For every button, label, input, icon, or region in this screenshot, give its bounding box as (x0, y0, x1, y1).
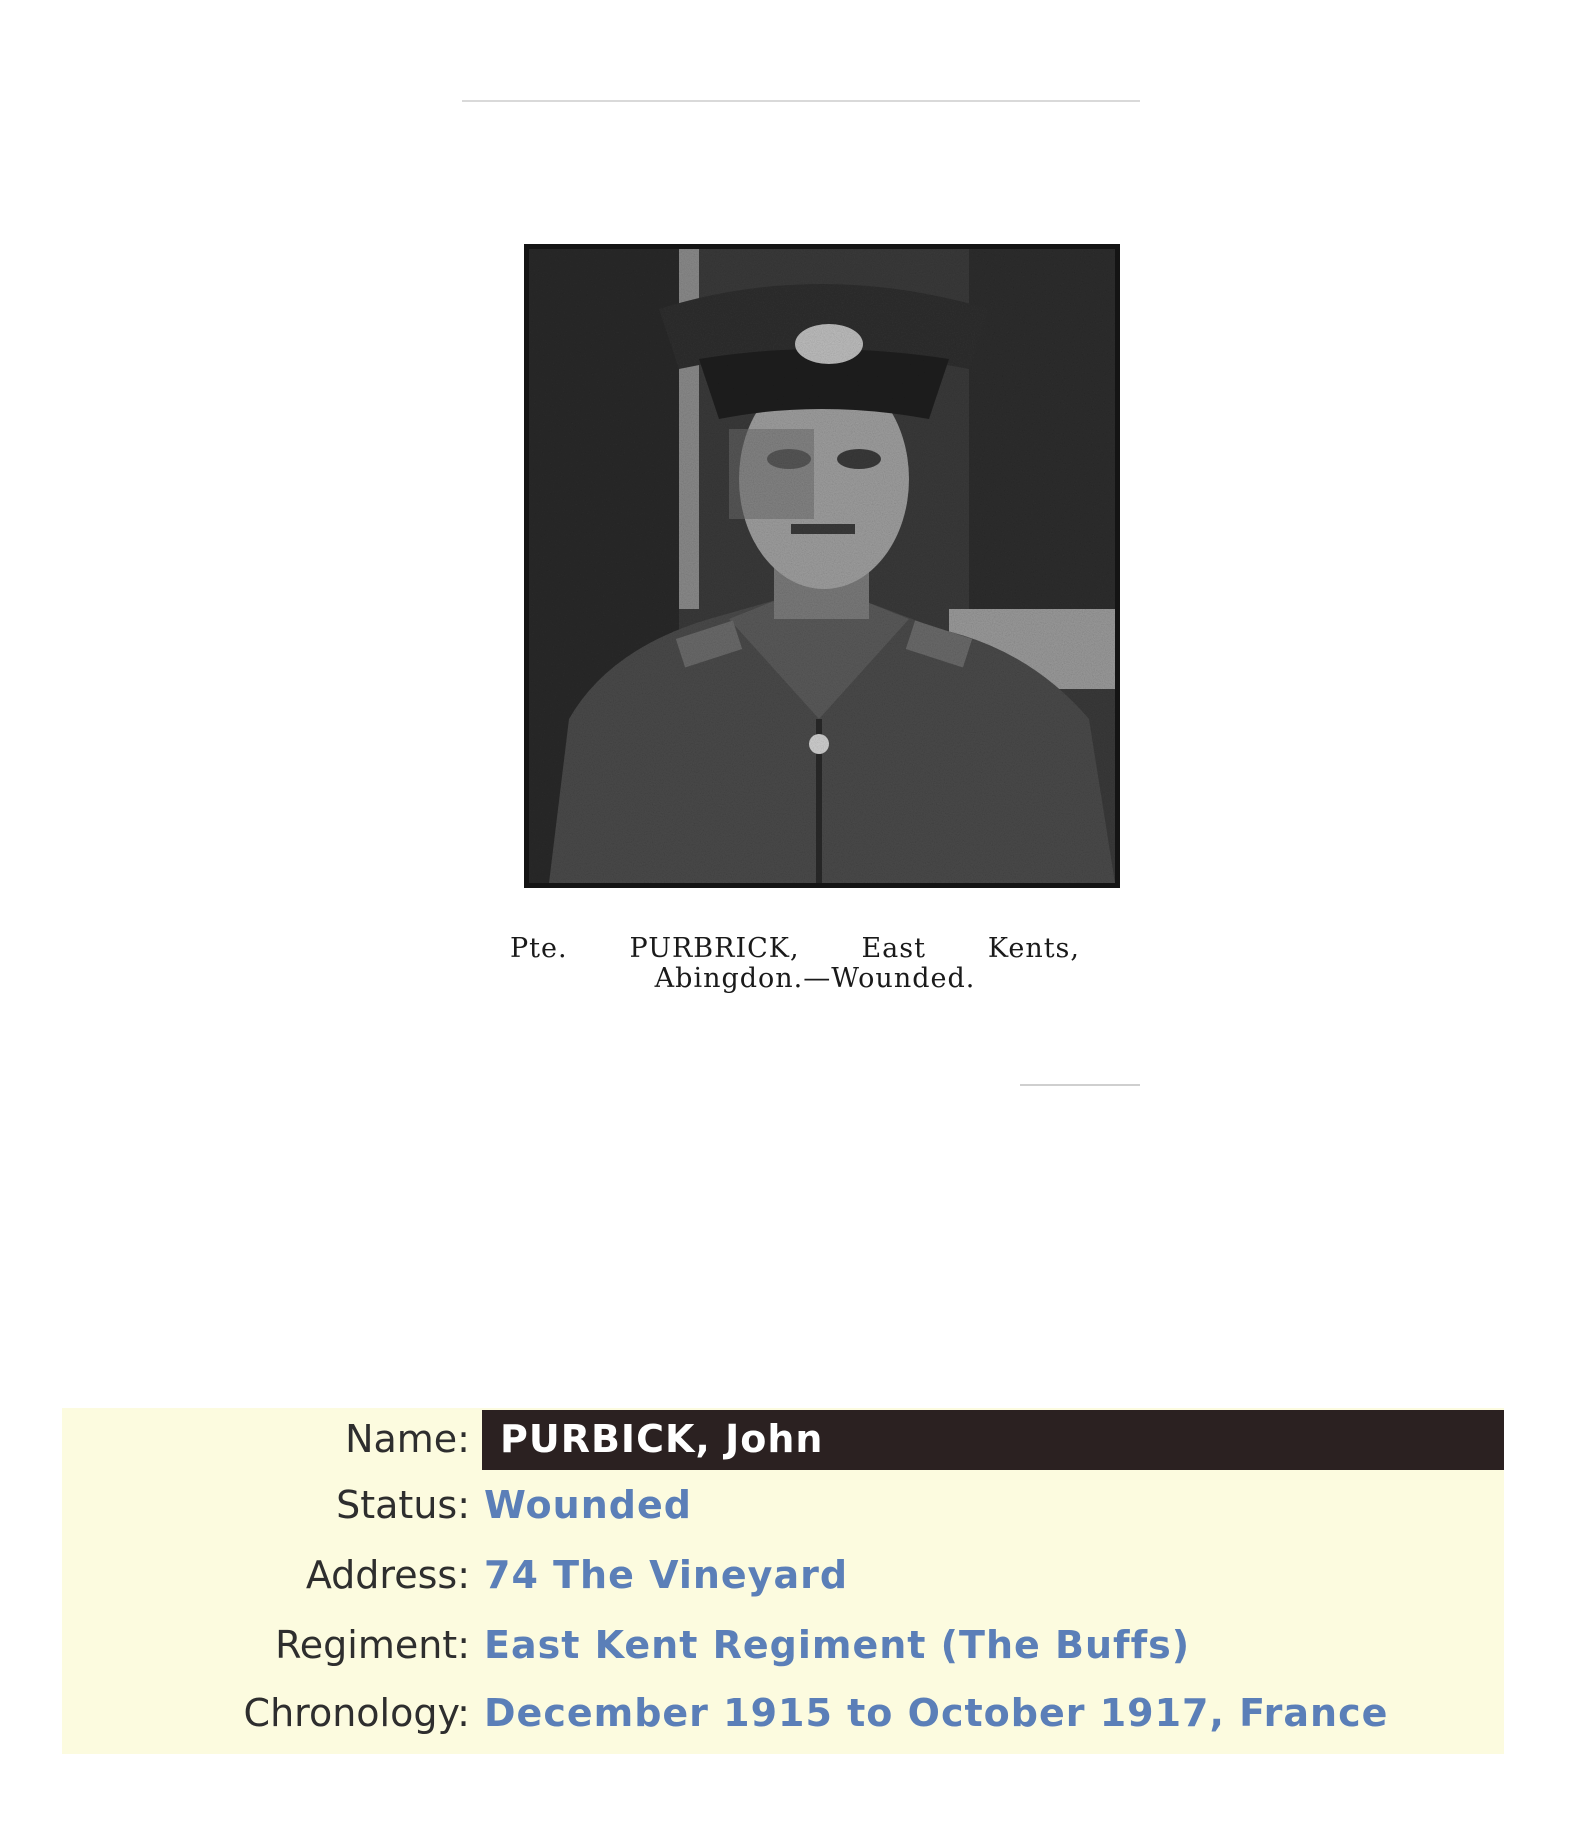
record-row-status (62, 1474, 1504, 1536)
regiment-label: Regiment: (275, 1623, 470, 1667)
name-value: PURBICK, John (482, 1410, 1504, 1470)
record-row-name (62, 1408, 1504, 1470)
status-value: Wounded (484, 1483, 692, 1527)
caption-rank: Pte. (510, 933, 568, 964)
caption-line-1 (510, 934, 1080, 964)
record-card (62, 1408, 1504, 1754)
top-rule-line (462, 100, 1140, 102)
status-label: Status: (336, 1483, 470, 1527)
caption-surname: PURBRICK, (629, 933, 800, 964)
bottom-rule-line (1020, 1084, 1140, 1086)
regiment-value: East Kent Regiment (The Buffs) (484, 1623, 1191, 1667)
chronology-label: Chronology: (243, 1691, 470, 1735)
caption-regiment-word-2: Kents, (987, 933, 1080, 964)
address-value: 74 The Vineyard (484, 1553, 849, 1597)
caption-regiment-word-1: East (861, 933, 926, 964)
portrait-illustration (529, 249, 1115, 883)
record-row-address (62, 1544, 1504, 1606)
record-row-regiment (62, 1614, 1504, 1676)
newspaper-caption (510, 934, 1080, 994)
address-label: Address: (305, 1553, 470, 1597)
soldier-portrait-photo (524, 244, 1120, 888)
chronology-value: December 1915 to October 1917, France (484, 1691, 1389, 1735)
caption-line-2: Abingdon.—Wounded. (654, 963, 976, 994)
name-label: Name: (345, 1417, 470, 1461)
record-row-chronology (62, 1682, 1504, 1744)
